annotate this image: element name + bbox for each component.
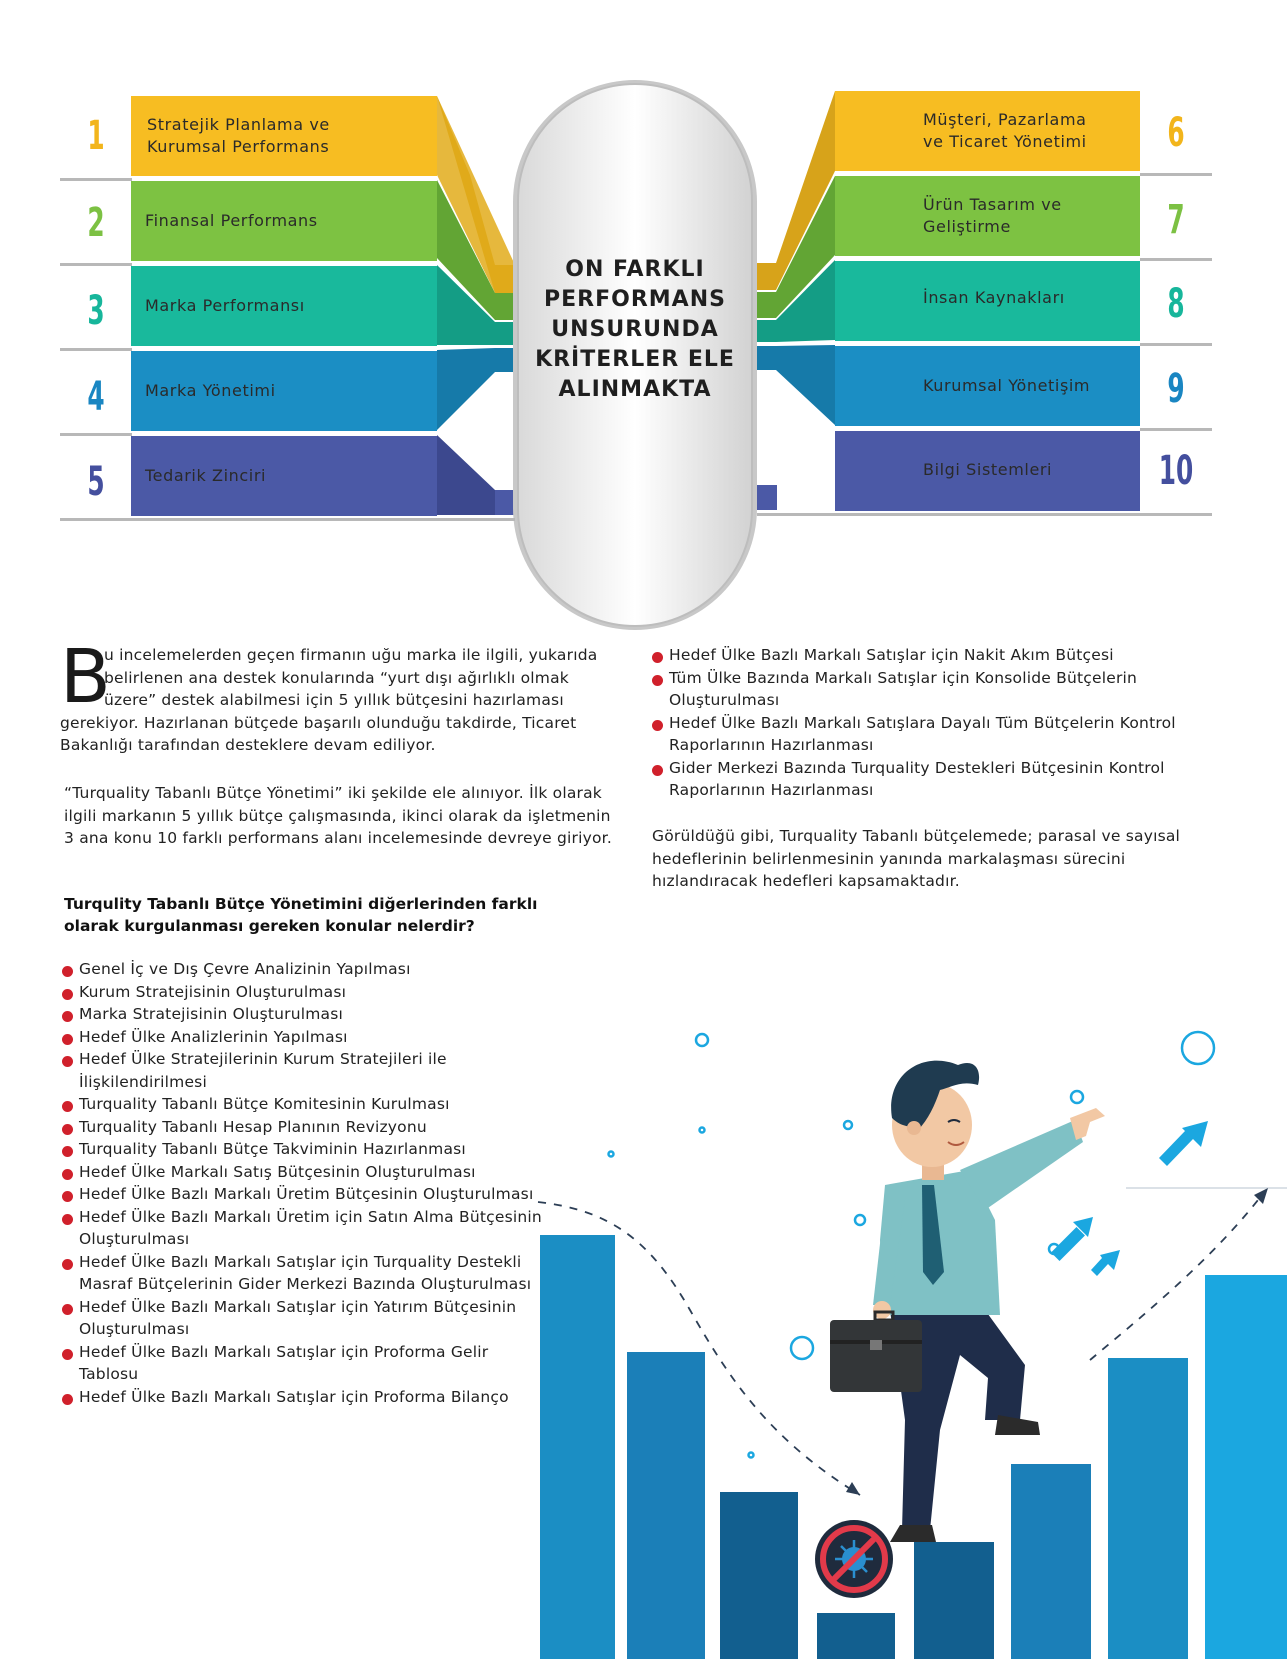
- left-rule: [60, 518, 515, 521]
- bar-7: [1108, 1358, 1188, 1659]
- bullet-dot-icon: [62, 989, 73, 1000]
- left-number-4: 4: [87, 374, 105, 420]
- right-connector-10-bar: [757, 485, 777, 510]
- list-item: Hedef Ülke Bazlı Markalı Satışlar için Yatırım Bütçesinin Oluşturulması: [62, 1296, 542, 1341]
- right-number-9: 9: [1167, 366, 1185, 412]
- list-item: Turquality Tabanlı Hesap Planının Revizyonu: [62, 1116, 542, 1139]
- right-band-label: Kurumsal Yönetişim: [923, 376, 1091, 395]
- bar-3: [720, 1492, 798, 1659]
- bullet-list-right: [652, 644, 1214, 802]
- right-number-10: 10: [1158, 448, 1194, 494]
- left-band-3: [131, 266, 437, 346]
- left-rule: [60, 178, 132, 181]
- bullet-dot-icon: [62, 1101, 73, 1112]
- left-number-1: 1: [87, 113, 105, 159]
- list-item: Tüm Ülke Bazında Markalı Satışlar için Konsolide Bütçelerin Oluşturulması: [652, 667, 1214, 712]
- list-item: Hedef Ülke Bazlı Markalı Satışlar için Nakit Akım Bütçesi: [652, 644, 1214, 667]
- right-rule: [1140, 428, 1212, 431]
- left-number-5: 5: [87, 459, 105, 505]
- list-item: Marka Stratejisinin Oluşturulması: [62, 1003, 542, 1026]
- left-band-2: [131, 181, 437, 261]
- right-fold-9: [757, 345, 835, 425]
- bullet-dot-icon: [62, 966, 73, 977]
- intro-paragraph: [60, 634, 625, 757]
- bullet-dot-icon: [62, 1034, 73, 1045]
- question-heading: Turqulity Tabanlı Bütçe Yönetimini diğerlerinden farklı olarak kurgulanması gereken konular nelerdir?: [64, 895, 538, 935]
- bullet-dot-icon: [62, 1349, 73, 1360]
- list-item: Hedef Ülke Bazlı Markalı Üretim için Satın Alma Bütçesinin Oluşturulması: [62, 1206, 542, 1251]
- virus-blocked-icon: [815, 1520, 893, 1598]
- bullet-dot-icon: [62, 1304, 73, 1315]
- right-number-6: 6: [1167, 110, 1185, 156]
- bullet-dot-icon: [62, 1191, 73, 1202]
- right-rule: [1140, 173, 1212, 176]
- list-item: Turquality Tabanlı Bütçe Komitesinin Kurulması: [62, 1093, 542, 1116]
- list-item: Turquality Tabanlı Bütçe Takviminin Hazırlanması: [62, 1138, 542, 1161]
- list-item: Hedef Ülke Bazlı Markalı Satışlara Dayalı Tüm Bütçelerin Kontrol Raporlarının Hazırlanması: [652, 712, 1214, 757]
- left-band-label: Marka Performansı: [145, 296, 305, 315]
- bar-8: [1205, 1275, 1287, 1659]
- bullet-dot-icon: [652, 675, 663, 686]
- bar-6: [1011, 1464, 1091, 1659]
- bullet-dot-icon: [62, 1056, 73, 1067]
- left-band-1: [131, 96, 437, 176]
- right-number-7: 7: [1167, 197, 1185, 243]
- left-number-2: 2: [87, 200, 105, 246]
- right-rule: [1140, 343, 1212, 346]
- bar-1: [540, 1235, 615, 1659]
- bullet-dot-icon: [62, 1169, 73, 1180]
- left-rule: [60, 433, 132, 436]
- left-fold-4: [437, 348, 515, 430]
- drop-cap: B: [60, 634, 111, 720]
- bullet-dot-icon: [652, 652, 663, 663]
- bullet-dot-icon: [62, 1214, 73, 1225]
- bullet-dot-icon: [62, 1394, 73, 1405]
- left-band-label: Stratejik Planlama ve Kurumsal Performans: [147, 115, 330, 156]
- list-item: Hedef Ülke Bazlı Markalı Satışlar için Proforma Gelir Tablosu: [62, 1341, 542, 1386]
- conclusion-paragraph: Görüldüğü gibi, Turquality Tabanlı bütçelemede; parasal ve sayısal hedeflerinin belirlenmesinin yanında markalaşması sürecini hızlandıracak hedefleri kapsamaktadır.: [652, 827, 1181, 890]
- right-band-label: Ürün Tasarım ve Geliştirme: [923, 195, 1062, 236]
- left-band-label: Tedarik Zinciri: [145, 466, 267, 485]
- left-rule: [60, 263, 132, 266]
- left-rule: [60, 348, 132, 351]
- list-item: Gider Merkezi Bazında Turquality Destekleri Bütçesinin Kontrol Raporlarının Hazırlanması: [652, 757, 1214, 802]
- list-item: Genel İç ve Dış Çevre Analizinin Yapılması: [62, 958, 542, 981]
- right-number-8: 8: [1167, 281, 1185, 327]
- right-band-6: [835, 91, 1140, 171]
- left-band-label: Marka Yönetimi: [145, 381, 276, 400]
- growth-illustration: [530, 1010, 1287, 1659]
- right-band-label: İnsan Kaynakları: [923, 288, 1065, 307]
- left-connector-5-bar: [495, 490, 515, 515]
- right-band-10: [835, 431, 1140, 511]
- right-band-9: [835, 346, 1140, 426]
- bullet-dot-icon: [652, 765, 663, 776]
- bullet-dot-icon: [62, 1124, 73, 1135]
- bullet-dot-icon: [62, 1011, 73, 1022]
- paragraph-2: “Turquality Tabanlı Bütçe Yönetimi” iki şekilde ele alınıyor. İlk olarak ilgili markanın 5 yıllık bütçe çalışmasında, ikinci olarak da işletmenin 3 ana konu 10 farklı performans alanı incelemesinde devreye giriyor.: [64, 784, 612, 847]
- intro-text: u incelemelerden geçen firmanın uğu marka ile ilgili, yukarıda belirlenen ana destek konularında “yurt dışı ağırlıklı olmak üzere” destek alabilmesi için 5 yıllık bütçesini hazırlaması gerekiyor. Hazırlanan bütçede başarılı olunduğu takdirde, Ticaret Bakanlığı tarafından desteklere devam ediliyor.: [60, 646, 598, 754]
- bullet-dot-icon: [652, 720, 663, 731]
- center-title: ON FARKLI PERFORMANS UNSURUNDA KRİTERLER ELE ALINMAKTA: [535, 257, 735, 402]
- bullet-list-left: [62, 958, 542, 1408]
- list-item: Hedef Ülke Bazlı Markalı Satışlar için Turquality Destekli Masraf Bütçelerinin Gider Merkezi Bazında Oluşturulması: [62, 1251, 542, 1296]
- right-band-8: [835, 261, 1140, 341]
- right-band-label: Bilgi Sistemleri: [923, 460, 1053, 479]
- left-band-4: [131, 351, 437, 431]
- left-band-label: Finansal Performans: [145, 211, 318, 230]
- list-item: Hedef Ülke Stratejilerinin Kurum Stratejileri ile İlişkilendirilmesi: [62, 1048, 542, 1093]
- right-rule: [1140, 258, 1212, 261]
- list-item: Kurum Stratejisinin Oluşturulması: [62, 981, 542, 1004]
- left-number-3: 3: [87, 288, 105, 334]
- bar-4: [817, 1613, 895, 1659]
- bullet-dot-icon: [62, 1146, 73, 1157]
- drop-cap-spacer: [60, 644, 104, 710]
- list-item: Hedef Ülke Analizlerinin Yapılması: [62, 1026, 542, 1049]
- list-item: Hedef Ülke Bazlı Markalı Satışlar için Proforma Bilanço: [62, 1386, 542, 1409]
- bar-2: [627, 1352, 705, 1659]
- right-band-7: [835, 176, 1140, 256]
- bar-5: [914, 1542, 994, 1659]
- list-item: Hedef Ülke Bazlı Markalı Üretim Bütçesinin Oluşturulması: [62, 1183, 542, 1206]
- left-band-5: [131, 436, 437, 516]
- right-band-label: Müşteri, Pazarlama ve Ticaret Yönetimi: [923, 110, 1087, 151]
- list-item: Hedef Ülke Markalı Satış Bütçesinin Oluşturulması: [62, 1161, 542, 1184]
- right-rule: [757, 513, 1212, 516]
- bullet-dot-icon: [62, 1259, 73, 1270]
